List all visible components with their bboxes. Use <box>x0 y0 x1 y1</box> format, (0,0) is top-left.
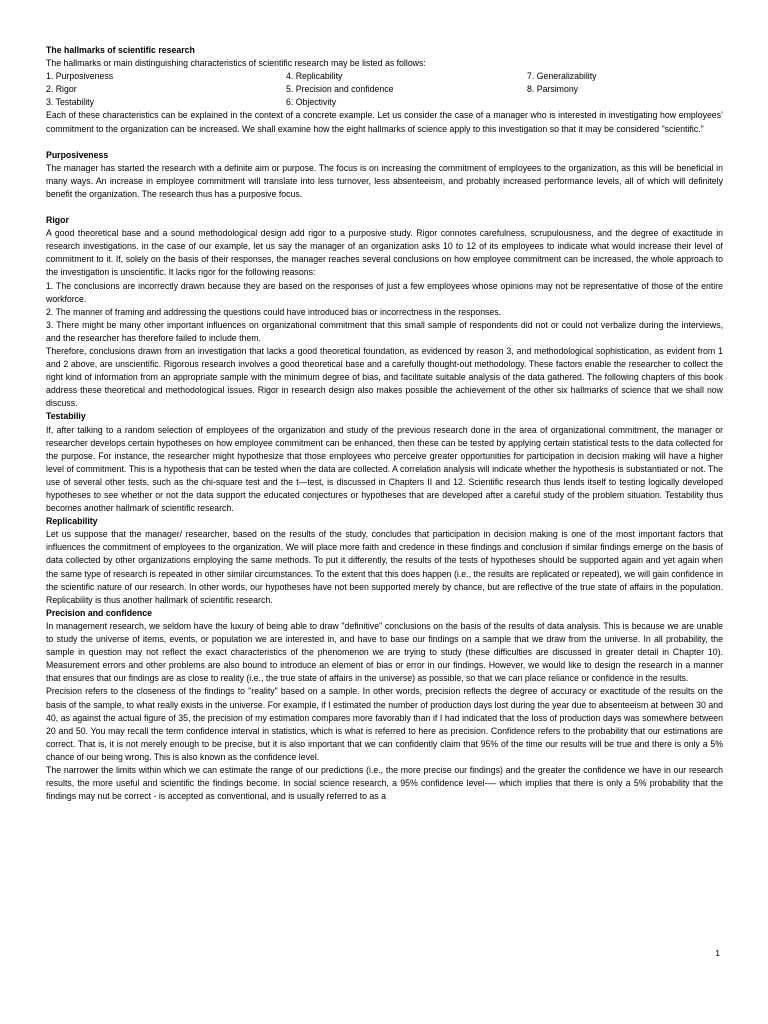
page-number: 1 <box>715 948 720 958</box>
paragraph: In management research, we seldom have the luxury of being able to draw "definitive" conclusions on the basis of the results of data analysis. This is because we are unable to study the universe of items, events, or population we are interested in, and have to base our findings on a sample that we draw from the universe. In all probability, the sample in question may not reflect the exact characteristics of the phenomenon we are trying to study (these difficulties are discussed in greater detail in Chapter 10). Measurement errors and other problems are also bound to introduce an element of bias or error in our findings. However, we would like to design the research in a manner that ensures that our findings are as close to reality (i.e., the true state of affairs in the universe) as possible, so that we can place reliance or confidence in the results. <box>46 620 723 684</box>
paragraph: If, after talking to a random selection of employees of the organization and study of the previous research done in the area of organizational commitment, the manager or researcher develops certain hypotheses on how employee commitment can be enhanced, then these can be tested by applying certain statistical tests to the data collected for the purpose. For instance, the researcher might hypothesize that those employees who perceive greater opportunities for participation in decision making will have a higher level of commitment. This is a hypothesis that can be tested when the data are collected. A correlation analysis will indicate whether the hypothesis is substantiated or not. The use of several other tests, such as the chi-square test and the t—test, is discussed in Chapters II and 12. Scientific research thus lends itself to testing logically developed hypotheses to see whether or not the data support the educated conjectures or hypotheses that are developed after a careful study of the problem situation. Testability thus becomes another hallmark of scientific research. <box>46 424 723 514</box>
list-row <box>46 83 723 96</box>
list-item: 4. Replicability <box>286 71 343 82</box>
section-heading-replicability: Replicability <box>46 516 98 527</box>
section-heading-purposiveness: Purposiveness <box>46 149 109 160</box>
paragraph: Therefore, conclusions drawn from an investigation that lacks a good theoretical foundation, as evidenced by reason 3, and methodological sophistication, as evident from 1 and 2 above, are unscientific. Rigorous research involves a good theoretical base and a carefully thought-out methodology. These factors enable the researcher to collect the right kind of information from an appropriate sample with the minimum degree of bias, and facilitate suitable analysis of the data gathered. The following chapters of this book address these theoretical and methodological issues. Rigor in research design also makes possible the achievement of the other six hallmarks of science that we shall now discuss. <box>46 345 723 409</box>
list-item: 3. Testability <box>46 97 94 108</box>
list-item <box>527 96 723 109</box>
intro-paragraph: Each of these characteristics can be explained in the context of a concrete example. Let us consider the case of a manager who is interested in investigating how employees’ commitment to the organization can be increased. We shall examine how the eight hallmarks of science apply to this investigation so that it may be considered "scientific." <box>46 110 723 134</box>
hallmarks-list <box>46 70 723 109</box>
intro-line: The hallmarks or main distinguishing characteristics of scientific research may be listed as follows: <box>46 58 426 69</box>
paragraph: Precision refers to the closeness of the findings to "reality" based on a sample. In other words, precision reflects the degree of accuracy or exactitude of the results on the basis of the sample, to what really exists in the universe. For example, if I estimated the number of production days lost during the year due to absenteeism at between 30 and 40, as against the actual figure of 35, the precision of my estimation compares more favorably than if I had indicated that the loss of production days was somewhere between 20 and 50. You may recall the term confidence interval in statistics, which is what is referred to here as precision. Confidence refers to the probability that our estimations are correct. That is, it is not merely enough to be precise, but it is also important that we can confidently claim that 95% of the time our results will be true and there is only a 5% chance of our being wrong. This is also known as the confidence level. <box>46 686 723 762</box>
paragraph: Let us suppose that the manager/ researcher, based on the results of the study, concludes that participation in decision making is one of the most important factors that influences the commitment of employees to the organization. We will place more faith and credence in these findings and conclusion if similar findings emerge on the basis of data collected by other organizations employing the same methods. To put it differently, the results of the tests of hypotheses should be supported again and yet again when the same type of research is repeated in other similar circumstances. To the extent that this does happen (i.e., the results are replicated or repeated), we will gain confidence in the scientific nature of our research. In other words, our hypotheses have not been supported merely by chance, but are reflective of the true state of affairs in the population. Replicability is thus another hallmark of scientific research. <box>46 529 723 605</box>
list-row <box>46 96 723 109</box>
list-item: 1. Purposiveness <box>46 71 114 82</box>
list-item: 6. Objectivity <box>286 97 337 108</box>
paragraph: 3. There might be many other important influences on organizational commitment that this small sample of respondents did not or could not verbalize during the interviews, and the researcher has therefore failed to include them. <box>46 319 723 343</box>
list-item: 2. Rigor <box>46 84 77 95</box>
document-page <box>46 44 723 803</box>
paragraph: A good theoretical base and a sound methodological design add rigor to a purposive study. Rigor connotes carefulness, scrupulousness, and the degree of exactitude in research investigations. in the case of our example, let us say the manager of an organization asks 10 to 12 of its employees to indicate what would increase their level of commitment to it. If, solely on the basis of their responses, the manager reaches several conclusions on how employee commitment can be increased, the whole approach to the investigation is unscientific. It lacks rigor for the following reasons: <box>46 228 723 278</box>
document-title: The hallmarks of scientific research <box>46 45 195 55</box>
list-item: 8. Parsimony <box>527 84 579 95</box>
paragraph: The manager has started the research with a definite aim or purpose. The focus is on increasing the commitment of employees to the organization, as this will be beneficial in many ways. An increase in employee commitment will translate into less turnover, less absenteeism, and probably increased performance levels, all of which will definitely benefit the organization. The research thus has a purposive focus. <box>46 162 723 199</box>
paragraph: The narrower the limits within which we can estimate the range of our predictions (i.e., the more precise our findings) and the greater the confidence we have in our research results, the more useful and scientific the findings become. In social science research, a 95% confidence level-— which implies that there is only a 5% probability that the findings may nut be correct - is accepted as conventional, and is usually referred to as a <box>46 764 723 802</box>
paragraph: 2. The manner of framing and addressing the questions could have introduced bias or incorrectness in the responses. <box>46 306 502 317</box>
section-heading-precision: Precision and confidence <box>46 607 152 618</box>
section-heading-testability: Testabiliy <box>46 411 86 422</box>
section-heading-rigor: Rigor <box>46 215 69 226</box>
list-row <box>46 70 723 83</box>
list-item: 5. Precision and confidence <box>286 84 394 95</box>
list-item: 7. Generalizability <box>527 71 597 82</box>
paragraph: 1. The conclusions are incorrectly drawn because they are based on the responses of just a few employees whose opinions may not be representative of those of the entire workforce. <box>46 280 723 304</box>
